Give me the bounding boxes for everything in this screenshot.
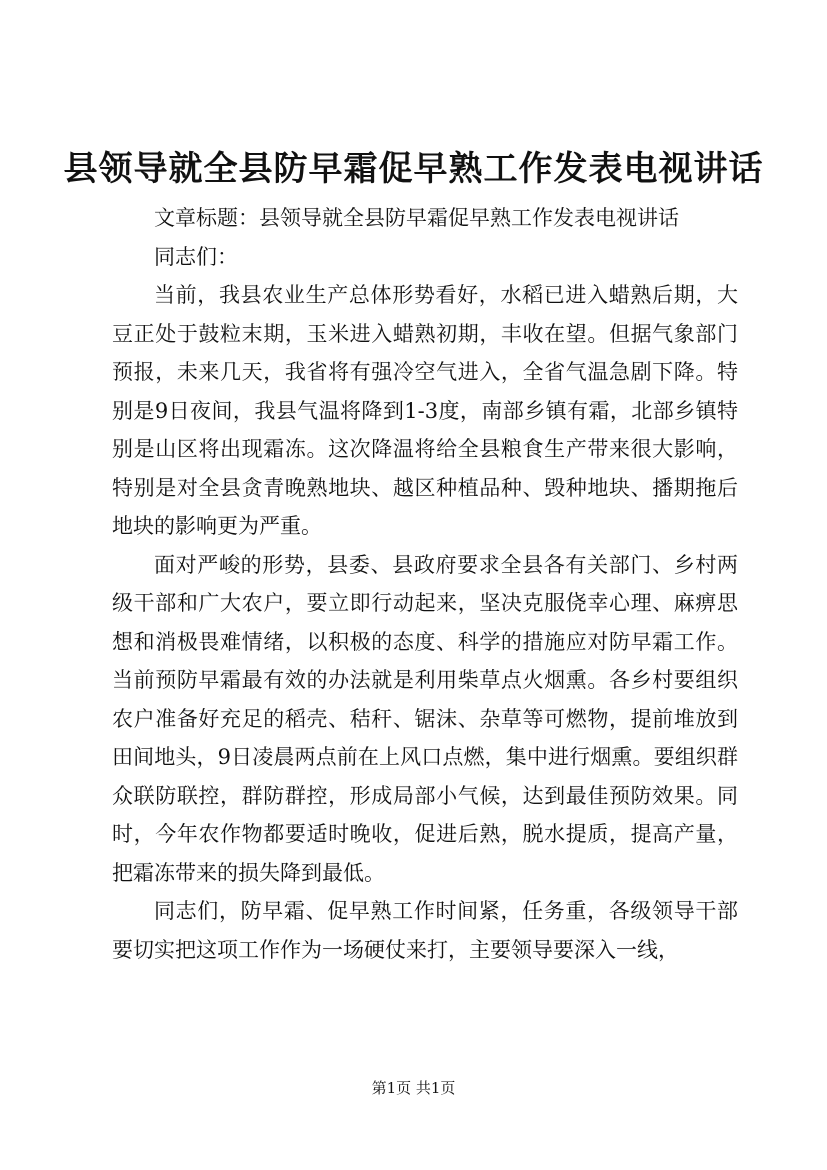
page-footer: 第1页 共1页 [371, 1079, 456, 1097]
paragraph-2: 面对严峻的形势，县委、县政府要求全县各有关部门、乡村两级干部和广大农户，要立即行动起来，坚决克服侥幸心理、麻痹思想和消极畏难情绪，以积极的态度、科学的措施应对防早霜工作。当前预防早霜最有效的办法就是利用柴草点火烟熏。各乡村要组织农户准备好充足的稻壳、秸秆、锯沫、杂草等可燃物，提前堆放到田间地头，9日凌晨两点前在上风口点燃，集中进行烟熏。要组织群众联防联控，群防群控，形成局部小气候，达到最佳预防效果。同时，今年农作物都要适时晚收，促进后熟，脱水提质，提高产量，把霜冻带来的损失降到最低。 [112, 552, 738, 885]
document-body [112, 199, 738, 969]
article-title-line: 文章标题：县领导就全县防早霜促早熟工作发表电视讲话 [154, 206, 679, 230]
paragraph-1: 当前，我县农业生产总体形势看好，水稻已进入蜡熟后期，大豆正处于鼓粒末期，玉米进入蜡熟初期，丰收在望。但据气象部门预报，未来几天，我省将有强冷空气进入，全省气温急剧下降。特别是9日夜间，我县气温将降到1-3度，南部乡镇有霜，北部乡镇特别是山区将出现霜冻。这次降温将给全县粮食生产带来很大影响，特别是对全县贪青晚熟地块、越区种植品种、毁种地块、播期拖后地块的影响更为严重。 [112, 283, 738, 538]
paragraph-3: 同志们，防早霜、促早熟工作时间紧，任务重，各级领导干部要切实把这项工作作为一场硬仗来打，主要领导要深入一线， [112, 899, 738, 962]
salutation: 同志们： [154, 244, 238, 269]
document-title: 县领导就全县防早霜促早熟工作发表电视讲话 [63, 149, 764, 189]
